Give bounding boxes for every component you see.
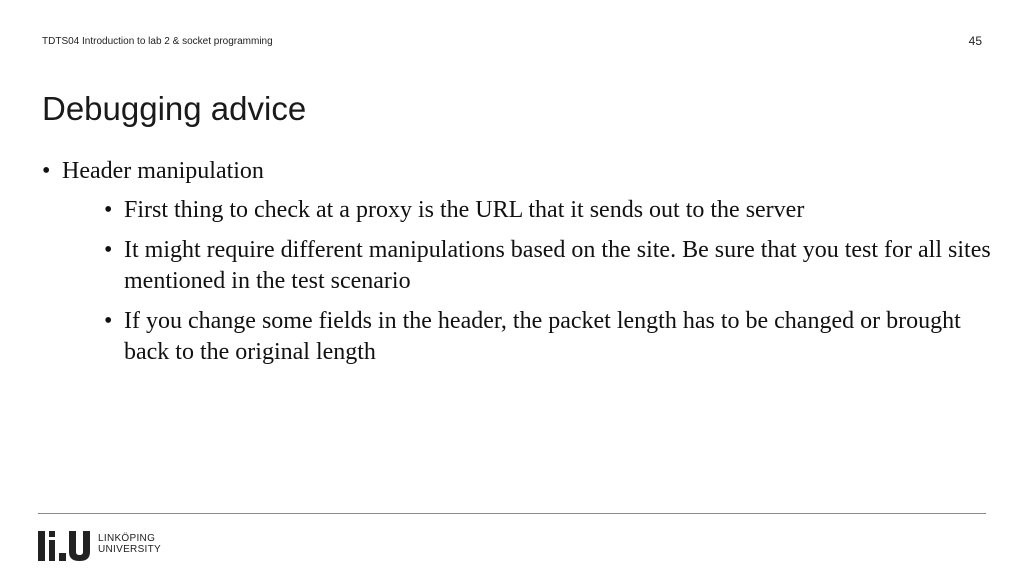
logo-line-1: LINKÖPING [98,533,156,544]
slide-title: Debugging advice [42,90,307,127]
sub-bullet-glyph: • [104,197,113,223]
bullet-glyph: • [42,158,51,184]
bullet-item [42,155,992,187]
logo-line-2: UNIVERSITY [98,544,162,555]
sub-bullet-group [42,195,992,368]
sub-bullet-text: If you change some fields in the header, the packet length has to be changed or brought back to the original length [124,308,961,365]
slide-content [42,155,992,377]
sub-bullet-text: First thing to check at a proxy is the URL that it sends out to the server [124,197,805,223]
footer-divider [38,513,986,514]
sub-bullet-item [42,235,992,297]
bullet-text: Header manipulation [62,158,264,184]
bullet-list [42,155,992,368]
sub-bullet-item [42,195,992,226]
university-logo [38,527,163,563]
liu-logo-icon [38,529,94,561]
page-number: 45 [968,34,982,48]
course-header: TDTS04 Introduction to lab 2 & socket programming [42,36,273,47]
sub-bullet-text: It might require different manipulations based on the site. Be sure that you test for all sites mentioned in the test scenario [124,237,991,294]
logo-wordmark [98,533,161,555]
sub-bullet-item [42,306,992,368]
sub-bullet-glyph: • [104,237,113,263]
sub-bullet-glyph: • [104,308,113,334]
sub-bullet-list [42,195,992,368]
